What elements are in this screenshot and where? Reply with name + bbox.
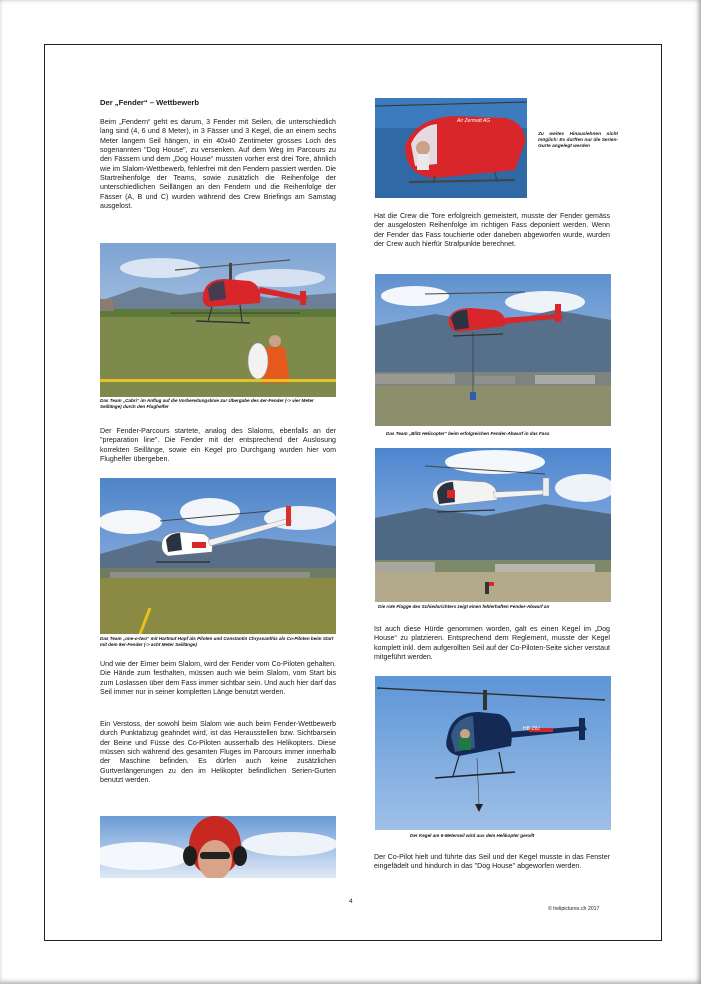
caption-cabri: Das Team „Cabri“ im Anflug auf die Vorbereitungslinie zur Übergabe des 4er-Fender (-> vier Meter Seillänge) durch den Flughelfer [100, 398, 314, 409]
paragraph-fender-holding: Und wie der Eimer beim Slalom, wird der Fender vom Co-Piloten gehalten. Die Hände zum festhalten, müssen auch wie beim Slalom, vom Start bis zum Loslassen über dem Fass immer sichtbar sein. Und auch hier darf das Seil immer nur in seiner kompletten Länge benutzt werden. [100, 660, 336, 697]
page-number: 4 [349, 898, 353, 905]
section-heading: Der „Fender“ – Wettbewerb [100, 98, 200, 107]
photo-air-zermatt [375, 98, 527, 198]
paragraph-fender-intro: Beim „Fendern“ geht es darum, 3 Fender mit Seilen, die unterschiedlich lang sind (4, 6 und 8 Meter), in 3 Fässer und 3 Kegel, die an einem sechs Meter langem Seil hängen, in ein 40x40 Zentimeter grosses Loch des sogenannten "Dog House", zu versenken. Auf dem Weg im Parcours zu den Fässern und dem „Dog House“ mussten vorher erst drei Tore, ähnlich wie im Slalom-Wettbewerb, fehlerfrei mit den Fendern passiert werden. Die Startreihenfolge der Teams, sowie zusätzlich die Reihenfolge der unterschiedlichen Seillängen an den Fendern und die Reihenfolge der Fässer (A, B und C) wurden während des Crew Briefings am Samstag ausgelost. [100, 118, 336, 211]
paragraph-dog-house: Ist auch diese Hürde genommen worden, galt es einen Kegel im „Dog House“ zu platzieren. Entsprechend dem Reglement, musste der Kegel komplett inkl. dem aufgerollten Seil auf der Co-Piloten-Seite sicher verstaut mitgeführt werden. [374, 625, 610, 662]
caption-cone: Der Kegel am 6-Meterseil wird aus dem Helikopter gerollt [410, 833, 535, 838]
photo-cabri-approach [100, 243, 336, 397]
paragraph-gates-done: Hat die Crew die Tore erfolgreich gemeistert, musste der Fender gemäss der ausgelosten Reihenfolge im richtigen Fass deponiert werden. Wenn der Fender das Fass touchierte oder daneben abgeworfen wurde, wurden der Crew auch hierfür Strafpunkte berechnet. [374, 212, 610, 249]
caption-referee: Die rote Flagge des Schiedsrichters zeigt einen fehlerhaften Fender-Abwurf an [378, 604, 550, 609]
caption-one-o-two: Das Team „one-o-two“ mit Hartmut Hopf als Piloten und Constantin Chryssanthis als Co-Piloten beim Start mit dem 8er-Fender (-> acht Meter Seillänge) [100, 636, 334, 647]
copyright-notice: © helipictures.ch 2017 [548, 906, 600, 912]
caption-blitz: Das Team „Blitz Helicopter“ beim erfolgreichen Fender-Abwurf in das Fass [386, 431, 550, 436]
heli-registration-text: HB-ZIU [523, 726, 540, 732]
photo-referee-flag [375, 448, 611, 602]
photo-one-o-two-start [100, 478, 336, 634]
paragraph-violation: Ein Verstoss, der sowohl beim Slalom wie auch beim Fender-Wettbewerb durch Punktabzug geahndet wird, ist das Herausstellen bzw. Sichtbarsein der Beine und Füsse des Co-Piloten ausserhalb des Helikopters. Diese müssen sich während des gesamten Fluges im Parcours immer innerhalb der Maschine befinden. Es dürfen auch keine zusätzlichen Gurtverlängerungen zu den im Helikopter befindlichen Serien-Gurten benutzt werden. [100, 720, 336, 785]
paragraph-co-pilot: Der Co-Pilot hielt und führte das Seil und der Kegel musste in das Fenster eingefädelt und hindurch in das "Dog House" abgeworfen werden. [374, 853, 610, 871]
paragraph-fender-parcours: Der Fender-Parcours startete, analog des Slaloms, ebenfalls an der "preparation line". Die Fender mit der entsprechend der Auslosung korrekten Seillänge, sowie ein Kegel pro Durchgang wurden hier vom Flughelfer übergeben. [100, 427, 336, 464]
caption-air-zermatt: Zu weites Hinauslehnen nicht möglich: Es durften nur die Serien-Gurte angelegt werden [538, 132, 618, 150]
heli-brand-text: Air Zermatt AG [457, 118, 491, 124]
photo-cone-rolled-out [375, 676, 611, 830]
photo-blitz-helicopter [375, 274, 611, 426]
photo-pilot-headset [100, 816, 336, 878]
